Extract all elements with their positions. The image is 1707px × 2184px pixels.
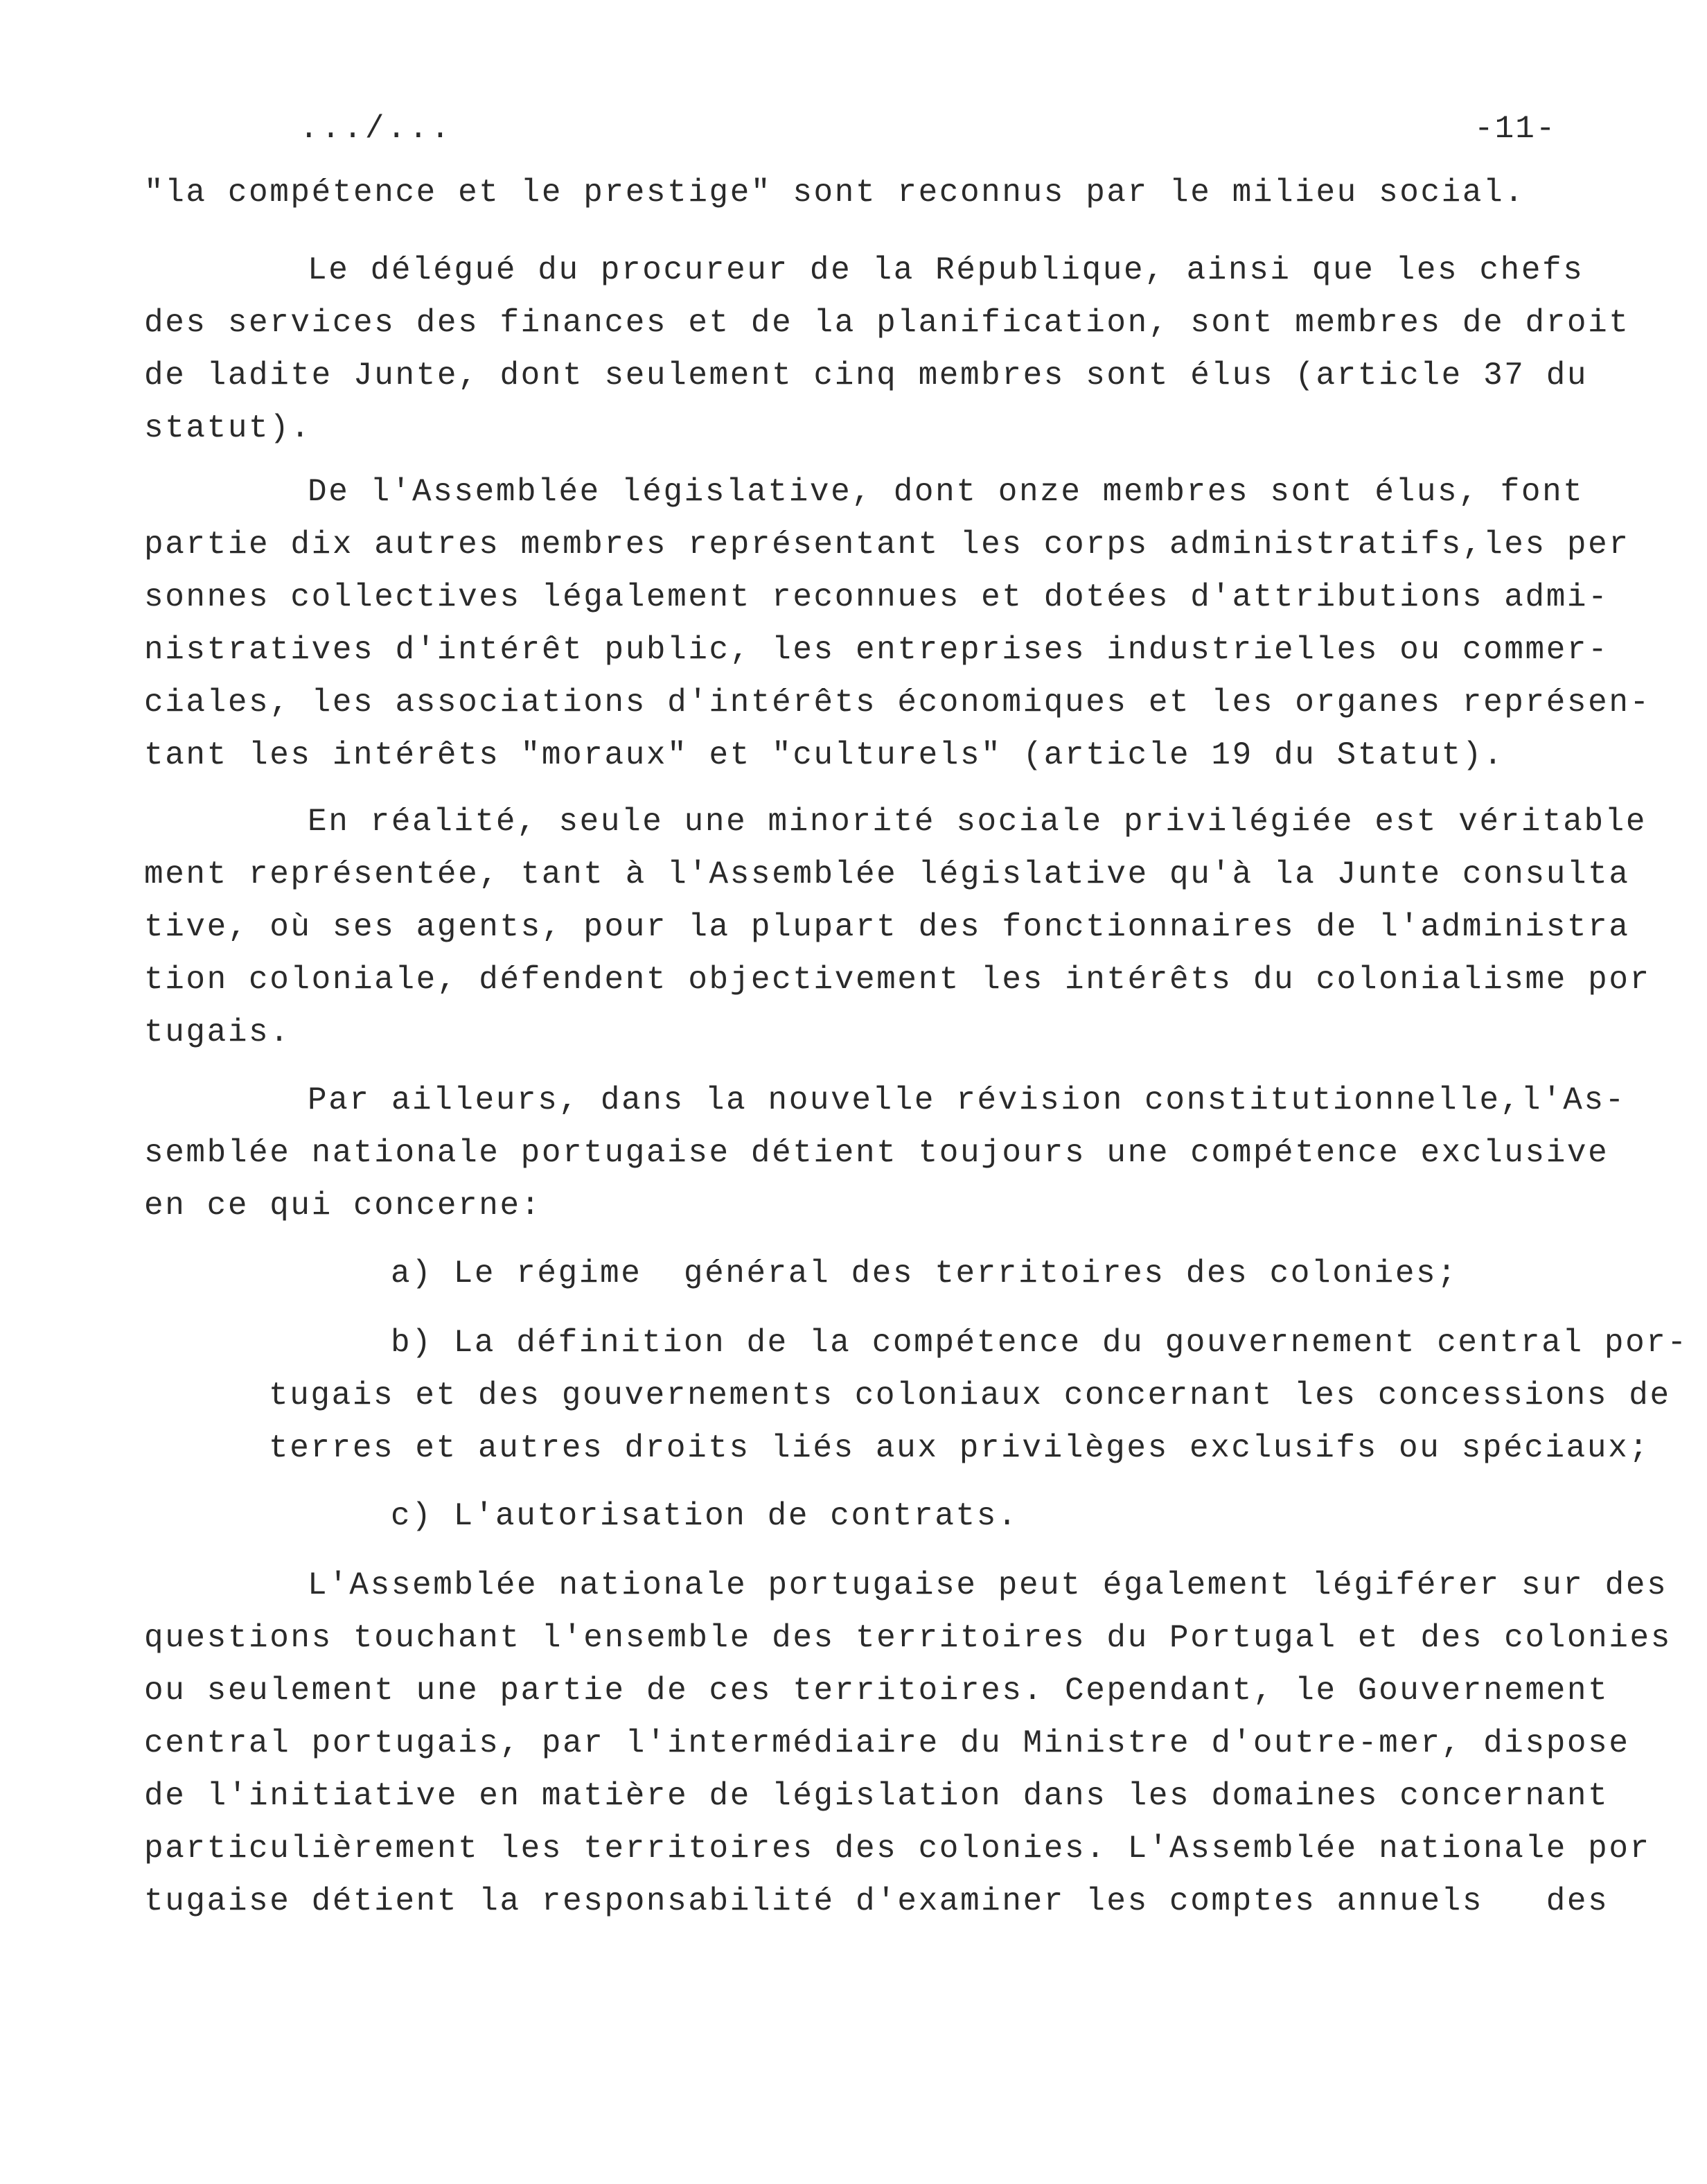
text-line: Par ailleurs, dans la nouvelle révision constitutionnelle,l'As- xyxy=(308,1082,1626,1118)
text-line: "la compétence et le prestige" sont reconnus par le milieu social. xyxy=(144,175,1525,211)
text-line: semblée nationale portugaise détient toujours une compétence exclusive xyxy=(144,1135,1609,1171)
text-line: sonnes collectives légalement reconnues et dotées d'attributions admi- xyxy=(144,579,1609,615)
paragraph-continuation xyxy=(144,166,1668,219)
list-item-c xyxy=(269,1490,1689,1542)
text-line: ciales, les associations d'intérêts économiques et les organes représen- xyxy=(144,685,1651,721)
text-line: des services des finances et de la planification, sont membres de droit xyxy=(144,305,1630,341)
text-line: questions touchant l'ensemble des territoires du Portugal et des colonies xyxy=(144,1620,1672,1656)
text-line: ment représentée, tant à l'Assemblée législative qu'à la Junte consulta xyxy=(144,856,1630,892)
text-line: particulièrement les territoires des colonies. L'Assemblée nationale por xyxy=(144,1831,1651,1867)
text-line: En réalité, seule une minorité sociale privilégiée est véritable xyxy=(308,804,1647,840)
text-line: en ce qui concerne: xyxy=(144,1188,542,1224)
text-line: tugais et des gouvernements coloniaux concernant les concessions de xyxy=(269,1377,1671,1414)
text-line: c) L'autorisation de contrats. xyxy=(391,1498,1019,1534)
text-line: tant les intérêts "moraux" et "culturels" (article 19 du Statut). xyxy=(144,737,1505,773)
paragraph-assemblee-legislative xyxy=(144,466,1668,782)
continuation-mark: .../... xyxy=(299,111,453,147)
text-line: tive, où ses agents, pour la plupart des fonctionnaires de l'administra xyxy=(144,909,1630,945)
text-line: tugaise détient la responsabilité d'examiner les comptes annuels des xyxy=(144,1883,1609,1919)
text-line: tugais. xyxy=(144,1014,291,1050)
text-line: central portugais, par l'intermédiaire du Ministre d'outre-mer, dispose xyxy=(144,1725,1630,1761)
paragraph-delegue xyxy=(144,244,1668,455)
paragraph-en-realite xyxy=(144,795,1668,1059)
text-line: a) Le régime général des territoires des colonies; xyxy=(391,1256,1458,1292)
text-line: de l'initiative en matière de législation dans les domaines concernant xyxy=(144,1778,1609,1814)
list-item-b xyxy=(269,1316,1689,1474)
page-number: -11- xyxy=(1474,111,1557,147)
text-line: L'Assemblée nationale portugaise peut également légiférer sur des xyxy=(308,1567,1668,1603)
text-line: tion coloniale, défendent objectivement les intérêts du colonialisme por xyxy=(144,962,1651,998)
paragraph-assemblee-nationale xyxy=(144,1559,1672,1928)
list-item-a xyxy=(269,1247,1689,1300)
text-line: partie dix autres membres représentant les corps administratifs,les per xyxy=(144,527,1630,563)
text-line: De l'Assemblée législative, dont onze membres sont élus, font xyxy=(308,474,1584,510)
text-line: de ladite Junte, dont seulement cinq membres sont élus (article 37 du xyxy=(144,358,1589,394)
text-line: b) La définition de la compétence du gouvernement central por- xyxy=(391,1325,1688,1361)
text-line: terres et autres droits liés aux privilèges exclusifs ou spéciaux; xyxy=(269,1430,1650,1466)
text-line: ou seulement une partie de ces territoires. Cependant, le Gouvernement xyxy=(144,1673,1609,1709)
text-line: statut). xyxy=(144,410,312,446)
text-line: Le délégué du procureur de la République, ainsi que les chefs xyxy=(308,252,1584,288)
paragraph-par-ailleurs xyxy=(144,1074,1668,1232)
text-line: nistratives d'intérêt public, les entreprises industrielles ou commer- xyxy=(144,632,1609,668)
